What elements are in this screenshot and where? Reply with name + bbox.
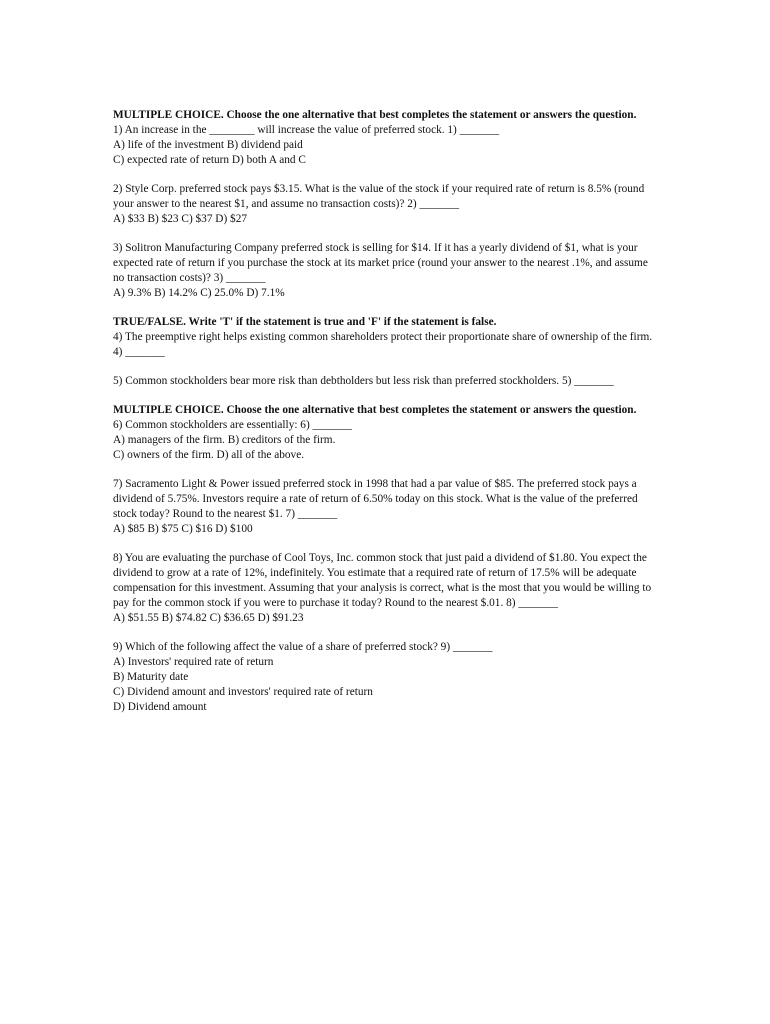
question-1-stem: 1) An increase in the ________ will increase the value of preferred stock. 1) _______ xyxy=(113,124,500,136)
question-2 xyxy=(113,182,658,227)
question-3 xyxy=(113,241,658,301)
question-6 xyxy=(113,418,658,463)
question-3-stem: 3) Solitron Manufacturing Company preferred stock is selling for $14. If it has a yearly dividend of $1, what is your expected rate of return if you purchase the stock at its market price (round your answer to the nearest .1%, and assume no transaction costs)? 3) _______ xyxy=(113,242,648,284)
question-9-stem: 9) Which of the following affect the value of a share of preferred stock? 9) _______ xyxy=(113,641,493,653)
section-heading-multiple-choice: MULTIPLE CHOICE. Choose the one alternative that best completes the statement or answers the question. xyxy=(113,109,637,121)
question-9-option-b: B) Maturity date xyxy=(113,671,189,683)
question-7-stem: 7) Sacramento Light & Power issued preferred stock in 1998 that had a par value of $85. The preferred stock pays a dividend of 5.75%. Investors require a rate of return of 6.50% today on this stock. What is the value of the preferred stock today? Round to the nearest $1. 7) _______ xyxy=(113,478,638,520)
question-9-option-c: C) Dividend amount and investors' required rate of return xyxy=(113,686,373,698)
question-9-option-a: A) Investors' required rate of return xyxy=(113,656,274,668)
question-8-options: A) $51.55 B) $74.82 C) $36.65 D) $91.23 xyxy=(113,612,304,624)
question-3-options: A) 9.3% B) 14.2% C) 25.0% D) 7.1% xyxy=(113,287,285,299)
question-2-options: A) $33 B) $23 C) $37 D) $27 xyxy=(113,213,247,225)
question-6-options-cd: C) owners of the firm. D) all of the above. xyxy=(113,449,305,461)
question-9-option-d: D) Dividend amount xyxy=(113,701,207,713)
question-5-stem: 5) Common stockholders bear more risk than debtholders but less risk than preferred stockholders. 5) _______ xyxy=(113,375,614,387)
exam-page xyxy=(113,108,658,715)
question-2-stem: 2) Style Corp. preferred stock pays $3.15. What is the value of the stock if your required rate of return is 8.5% (round your answer to the nearest $1, and assume no transaction costs)? 2) _______ xyxy=(113,183,645,210)
section-heading-multiple-choice-2: MULTIPLE CHOICE. Choose the one alternative that best completes the statement or answers the question. xyxy=(113,404,637,416)
question-1 xyxy=(113,123,658,168)
question-6-options-ab: A) managers of the firm. B) creditors of the firm. xyxy=(113,434,336,446)
question-7 xyxy=(113,477,658,537)
question-8-stem: 8) You are evaluating the purchase of Cool Toys, Inc. common stock that just paid a dividend of $1.80. You expect the dividend to grow at a rate of 12%, indefinitely. You estimate that a required rate of return of 17.5% will be adequate compensation for this investment. Assuming that your analysis is correct, what is the most that you would be willing to pay for the common stock if you were to purchase it today? Round to the nearest $.01. 8) _______ xyxy=(113,552,652,609)
question-4 xyxy=(113,330,658,360)
question-9 xyxy=(113,640,658,715)
question-1-options-cd: C) expected rate of return D) both A and C xyxy=(113,154,306,166)
question-1-options-ab: A) life of the investment B) dividend paid xyxy=(113,139,303,151)
section-heading-true-false: TRUE/FALSE. Write 'T' if the statement is true and 'F' if the statement is false. xyxy=(113,316,497,328)
question-5 xyxy=(113,374,658,389)
question-7-options: A) $85 B) $75 C) $16 D) $100 xyxy=(113,523,253,535)
question-8 xyxy=(113,551,658,626)
question-6-stem: 6) Common stockholders are essentially: 6) _______ xyxy=(113,419,353,431)
question-4-stem: 4) The preemptive right helps existing common shareholders protect their proportionate share of ownership of the firm. 4) _______ xyxy=(113,331,653,358)
